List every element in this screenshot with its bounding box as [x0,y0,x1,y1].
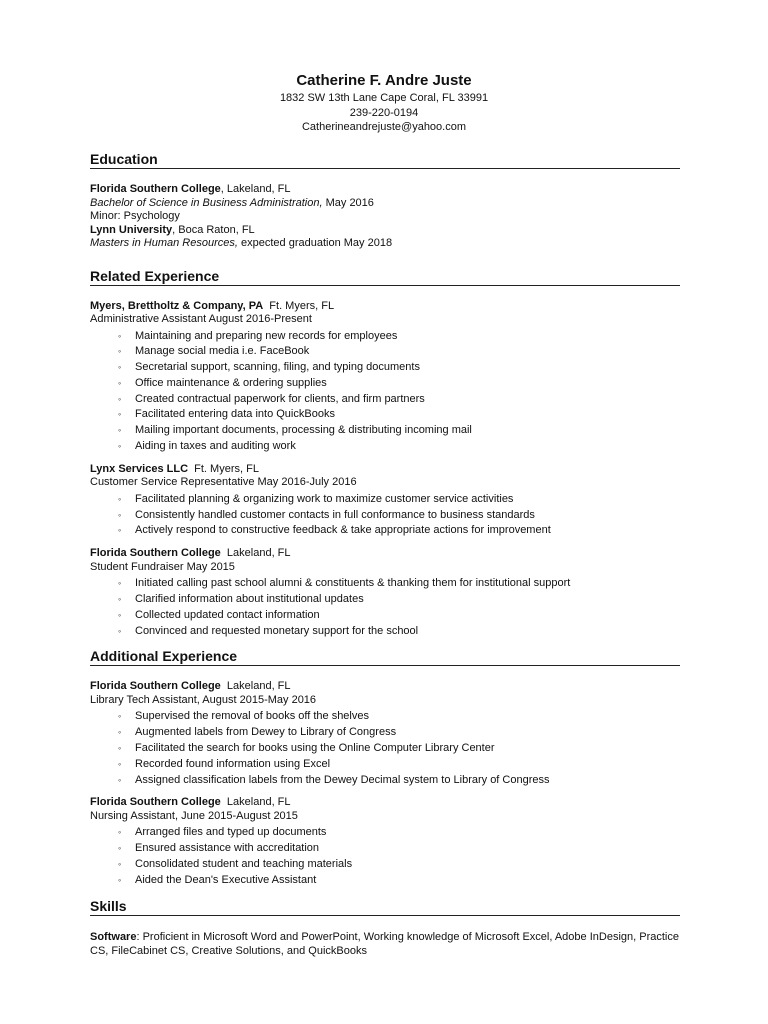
address: 1832 SW 13th Lane Cape Coral, FL 33991 [279,92,489,104]
bullet-item [118,423,680,439]
bullet-item [118,439,680,455]
job-bullets [90,576,680,639]
bullet-item [118,329,680,345]
bullet-text: Aiding in taxes and auditing work [135,440,296,453]
bullet-circle-icon: ◦ [118,743,122,754]
bullet-circle-icon: ◦ [118,509,122,520]
job-organization: Florida Southern College [90,680,221,693]
bullet-item [118,407,680,423]
bullet-item [118,725,680,741]
degree-date: May 2016 [322,196,374,209]
skills-software [90,930,680,959]
bullet-circle-icon: ◦ [118,711,122,722]
related-jobs [90,300,680,640]
bullet-text: Arranged files and typed up documents [135,826,327,839]
bullet-text: Consistently handled customer contacts in full conformance to business standards [135,508,535,521]
job-organization: Florida Southern College [90,796,221,809]
related-experience-heading: Related Experience [90,267,680,286]
bullet-item [118,873,680,889]
bullet-item [118,376,680,392]
bullet-circle-icon: ◦ [118,441,122,452]
bullet-item [118,741,680,757]
resume-content [90,150,680,965]
bullet-text: Supervised the removal of books off the shelves [135,710,369,723]
bullet-item [118,608,680,624]
school-name: Lynn University [90,223,173,236]
job-organization: Lynx Services LLC [90,462,189,475]
bullet-text: Actively respond to constructive feedback & take appropriate actions for improvement [135,524,551,537]
job-role: Administrative Assistant August 2016-Present [90,313,312,325]
bullet-item [118,508,680,524]
email: Catherineandrejuste@yahoo.com [301,121,467,133]
related-experience-section [90,267,680,640]
bullet-text: Mailing important documents, processing & distributing incoming mail [135,424,472,437]
school-name: Florida Southern College [90,183,221,195]
bullet-item [118,592,680,608]
bullet-text: Collected updated contact information [135,608,320,621]
bullet-circle-icon: ◦ [118,578,122,589]
phone: 239-220-0194 [349,106,419,119]
job-location: Lakeland, FL [226,547,291,560]
job-bullets [90,709,680,788]
job-bullets [90,492,680,539]
job-location: Lakeland, FL [226,796,291,809]
bullet-item [118,492,680,508]
bullet-circle-icon: ◦ [118,625,122,636]
bullet-item [118,523,680,539]
bullet-item [118,709,680,725]
bullet-circle-icon: ◦ [118,594,122,605]
job-entry [90,463,680,539]
job-bullets [90,329,680,455]
bullet-circle-icon: ◦ [118,727,122,738]
bullet-text: Maintaining and preparing new records for employees [135,329,398,342]
resume-header [0,71,768,135]
degree-name: Bachelor of Science in Business Administration, [90,196,323,209]
job-role: Student Fundraiser May 2015 [90,560,235,573]
bullet-text: Recorded found information using Excel [135,757,331,770]
bullet-circle-icon: ◦ [118,409,122,420]
job-role: Nursing Assistant, June 2015-August 2015 [90,809,298,822]
bullet-text: Secretarial support, scanning, filing, and typing documents [135,361,420,374]
bullet-text: Aided the Dean's Executive Assistant [135,873,317,886]
bullet-text: Office maintenance & ordering supplies [135,376,327,389]
bullet-item [118,576,680,592]
bullet-circle-icon: ◦ [118,758,122,769]
bullet-text: Ensured assistance with accreditation [135,842,320,855]
bullet-text: Created contractual paperwork for clients, and firm partners [135,392,425,405]
bullet-circle-icon: ◦ [118,859,122,870]
bullet-circle-icon: ◦ [118,493,122,504]
job-location: Ft. Myers, FL [269,299,335,312]
bullet-item [118,757,680,773]
bullet-text: Augmented labels from Dewey to Library of Congress [135,726,397,739]
skills-software-text: : Proficient in Microsoft Word and PowerPoint, Working knowledge of Microsoft Excel, Adobe InDesign, Practice CS, FileCabinet CS, Creative Solutions, and QuickBooks [90,930,679,958]
bullet-circle-icon: ◦ [118,874,122,885]
bullet-circle-icon: ◦ [118,774,122,785]
job-organization: Myers, Brettholtz & Company, PA [90,299,264,312]
job-entry [90,796,680,888]
job-org-line [90,796,680,810]
education-minor: Minor: Psychology [90,210,180,222]
bullet-text: Initiated calling past school alumni & constituents & thanking them for institutional support [135,577,571,590]
skills-heading: Skills [90,897,680,916]
bullet-text: Facilitated entering data into QuickBooks [135,408,335,421]
job-location: Ft. Myers, FL [194,462,259,475]
bullet-item [118,624,680,640]
education-school-2 [90,224,680,238]
skills-section [90,897,680,959]
job-bullets [90,825,680,888]
bullet-text: Convinced and requested monetary support for the school [135,624,419,637]
bullet-circle-icon: ◦ [118,609,122,620]
bullet-item [118,344,680,360]
education-section [90,150,680,261]
candidate-name: Catherine F. Andre Juste [296,72,472,89]
degree-name: Masters in Human Resources, [90,237,238,249]
additional-experience-section [90,647,680,888]
job-organization: Florida Southern College [90,547,221,560]
job-org-line [90,300,680,314]
bullet-text: Consolidated student and teaching materials [135,858,353,871]
bullet-circle-icon: ◦ [118,425,122,436]
degree-date: expected graduation May 2018 [237,237,393,249]
bullet-item [118,360,680,376]
bullet-circle-icon: ◦ [118,843,122,854]
skills-software-label: Software [90,930,137,943]
school-location: , Lakeland, FL [220,183,291,195]
bullet-circle-icon: ◦ [118,377,122,388]
additional-jobs [90,680,680,888]
bullet-text: Manage social media i.e. FaceBook [135,345,310,358]
education-school-1 [90,183,680,197]
job-role: Library Tech Assistant, August 2015-May 2016 [90,693,317,706]
job-entry [90,547,680,639]
bullet-item [118,825,680,841]
bullet-item [118,773,680,789]
job-org-line [90,463,680,477]
bullet-text: Clarified information about institutional updates [135,593,364,606]
job-location: Lakeland, FL [226,680,291,693]
bullet-circle-icon: ◦ [118,330,122,341]
additional-experience-heading: Additional Experience [90,647,680,666]
bullet-circle-icon: ◦ [118,827,122,838]
bullet-text: Assigned classification labels from the Dewey Decimal system to Library of Congress [135,773,550,786]
bullet-text: Facilitated planning & organizing work to maximize customer service activities [135,492,514,505]
job-entry [90,300,680,455]
job-role: Customer Service Representative May 2016-July 2016 [90,476,357,489]
bullet-circle-icon: ◦ [118,362,122,373]
education-degree-2 [90,237,680,251]
education-heading: Education [90,150,680,169]
job-entry [90,680,680,788]
bullet-text: Facilitated the search for books using the Online Computer Library Center [135,742,495,755]
bullet-item [118,841,680,857]
job-org-line [90,547,680,561]
education-degree-1 [90,197,680,211]
bullet-item [118,857,680,873]
bullet-circle-icon: ◦ [118,393,122,404]
bullet-circle-icon: ◦ [118,346,122,357]
bullet-item [118,392,680,408]
school-location: , Boca Raton, FL [172,223,255,236]
bullet-circle-icon: ◦ [118,525,122,536]
job-org-line [90,680,680,694]
